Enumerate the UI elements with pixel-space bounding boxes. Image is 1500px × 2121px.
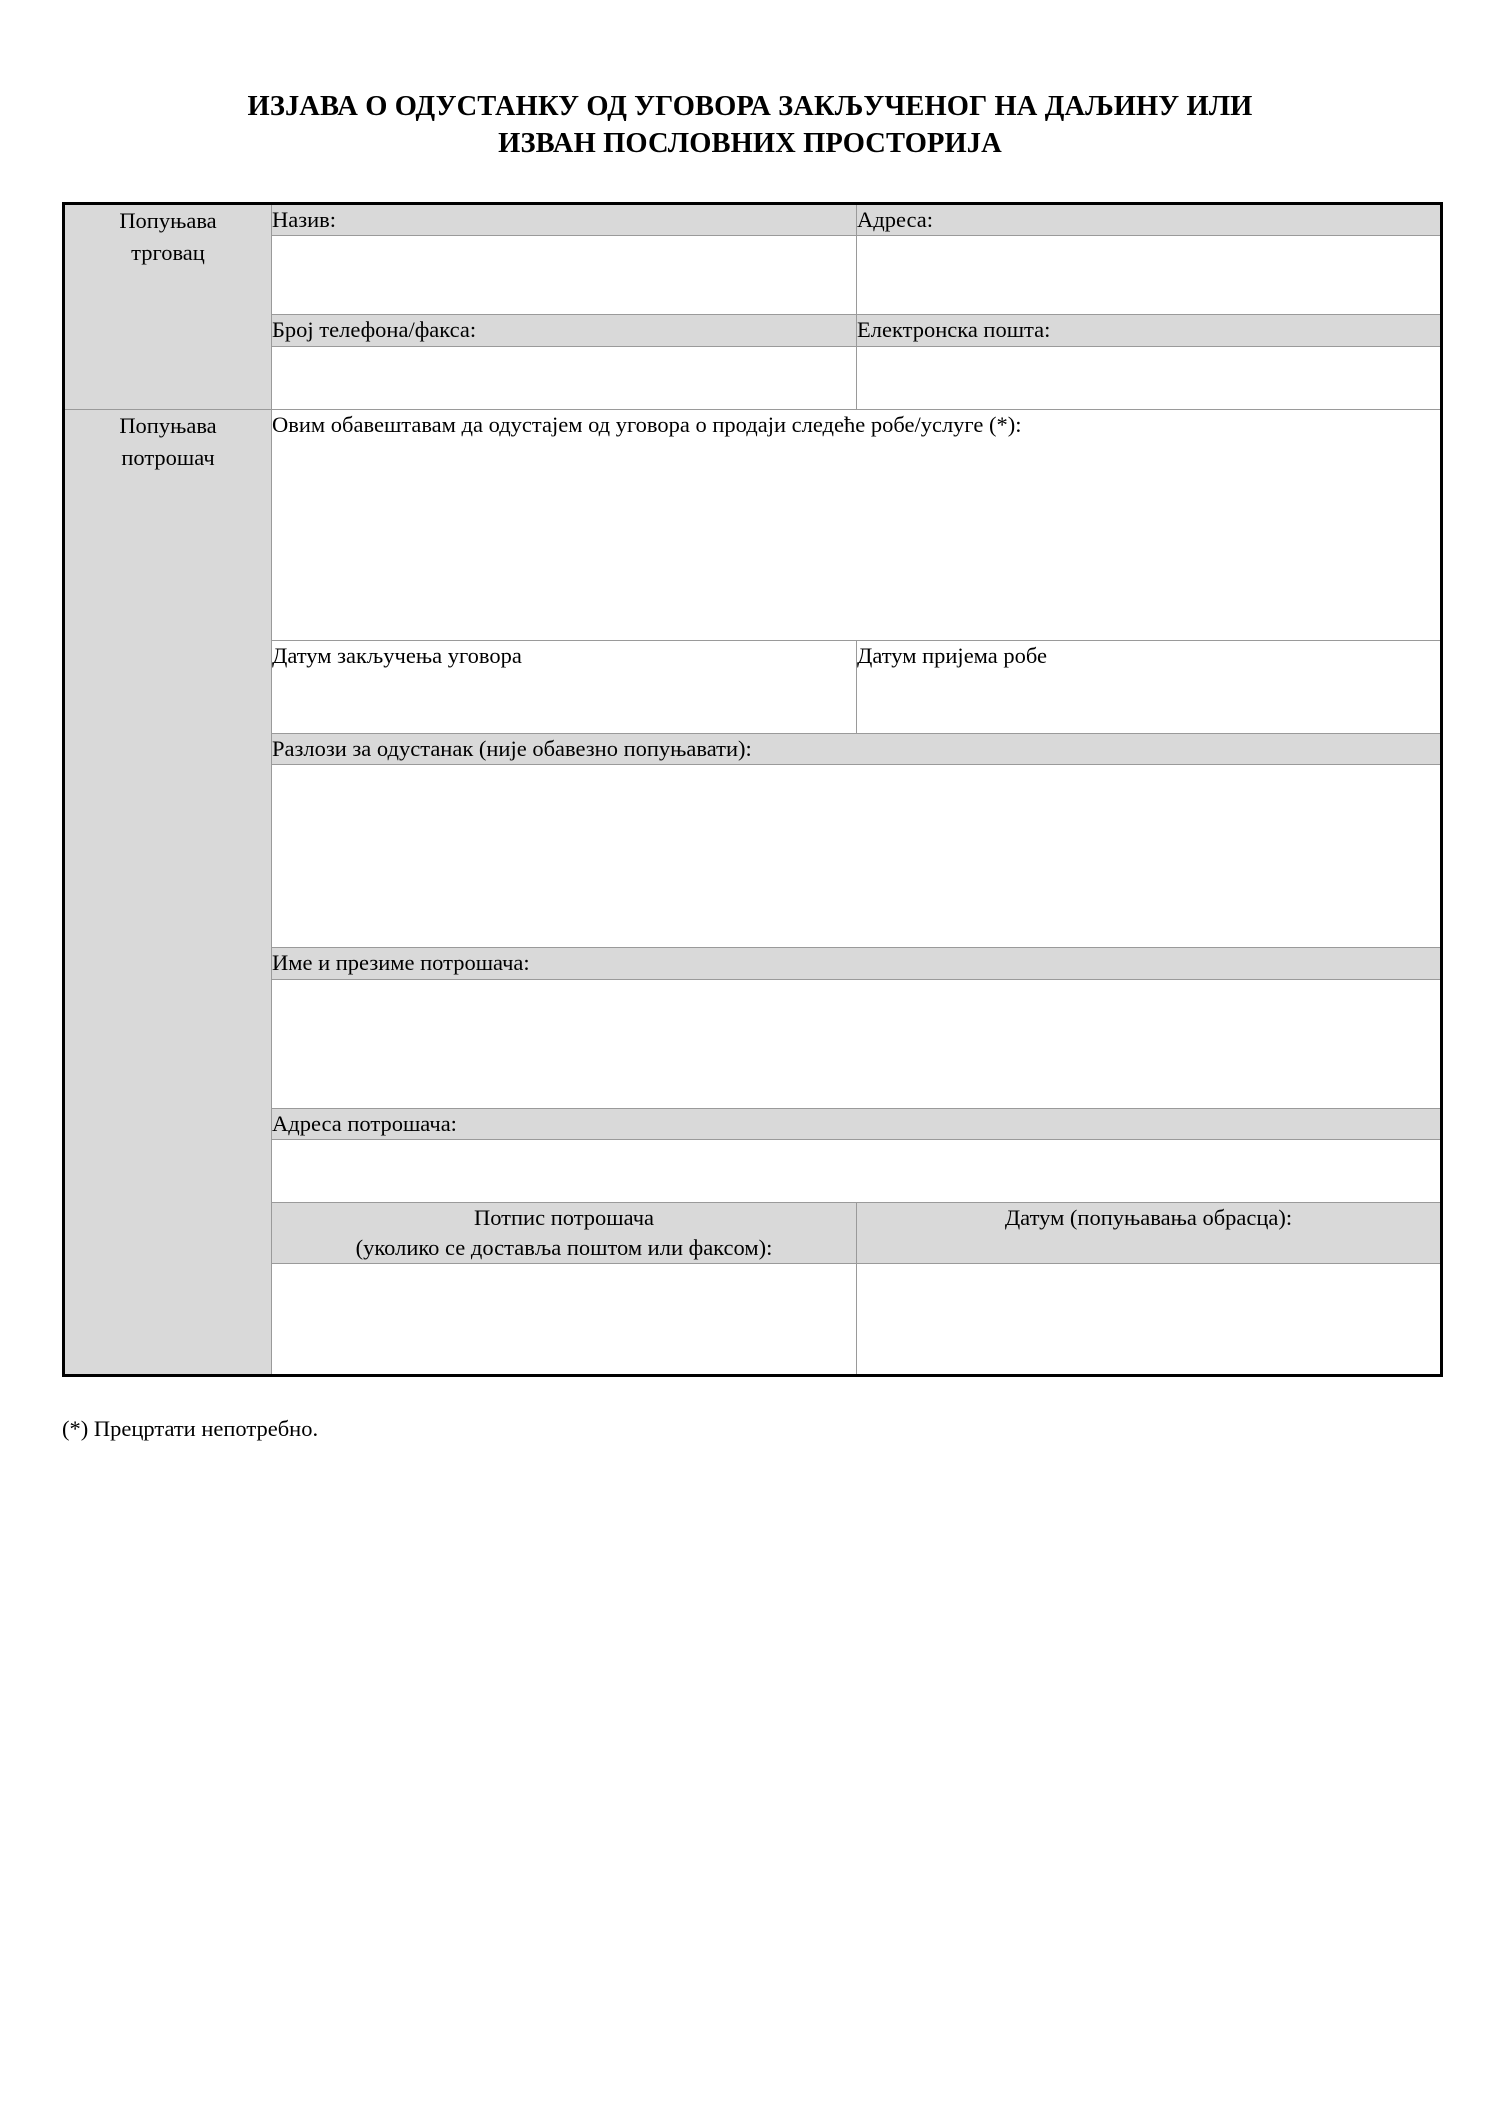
page-title-line-2: ИЗВАН ПОСЛОВНИХ ПРОСТОРИЈА [498, 128, 1002, 160]
form-fill-date-label: Датум (попуњавања обрасца): [857, 1202, 1442, 1263]
consumer-signature-input[interactable] [272, 1263, 857, 1375]
withdrawal-reasons-label: Разлози за одустанак (није обавезно попуњавати): [272, 733, 1442, 764]
page-title [0, 0, 1500, 162]
contract-date-label: Датум закључења уговора [272, 640, 857, 733]
consumer-signature-label-line-1: Потпис потрошача [473, 1204, 655, 1230]
merchant-side-label-line-2: трговац [131, 240, 205, 266]
consumer-signature-label-line-2: (уколико се доставља поштом или факсом): [355, 1234, 773, 1260]
goods-receipt-date-label: Датум пријема робе [857, 640, 1442, 733]
page-title-line-1: ИЗЈАВА О ОДУСТАНКУ ОД УГОВОРА ЗАКЉУЧЕНОГ НА ДАЉИНУ ИЛИ [247, 91, 1253, 122]
consumer-section-side-label [64, 409, 272, 1375]
merchant-phone-input[interactable] [272, 346, 857, 409]
merchant-email-label: Електронска пошта: [857, 315, 1442, 346]
consumer-name-input[interactable] [272, 979, 1442, 1108]
consumer-address-label: Адреса потрошача: [272, 1108, 1442, 1139]
merchant-phone-label: Број телефона/факса: [272, 315, 857, 346]
merchant-email-input[interactable] [857, 346, 1442, 409]
consumer-name-label: Име и презиме потрошача: [272, 948, 1442, 979]
consumer-side-label-line-2: потрошач [121, 444, 215, 470]
merchant-address-input[interactable] [857, 236, 1442, 315]
merchant-name-input[interactable] [272, 236, 857, 315]
consumer-side-label-line-1: Попуњава [119, 412, 217, 438]
merchant-section-side-label [64, 204, 272, 410]
consumer-address-input[interactable] [272, 1139, 1442, 1202]
consumer-signature-label [272, 1202, 857, 1263]
table-row [64, 204, 1442, 236]
form-container [0, 202, 1500, 1377]
form-fill-date-input[interactable] [857, 1263, 1442, 1375]
merchant-address-label: Адреса: [857, 204, 1442, 236]
table-row [64, 409, 1442, 640]
footnote: (*) Прецртати непотребно. [62, 1415, 319, 1441]
withdrawal-form-table [62, 202, 1443, 1377]
withdrawal-reasons-input[interactable] [272, 765, 1442, 948]
merchant-side-label-line-1: Попуњава [119, 208, 217, 234]
merchant-name-label: Назив: [272, 204, 857, 236]
withdrawal-declaration-label: Овим обавештавам да одустајем од уговора о продаји следеће робе/услуге (*): [272, 409, 1442, 640]
